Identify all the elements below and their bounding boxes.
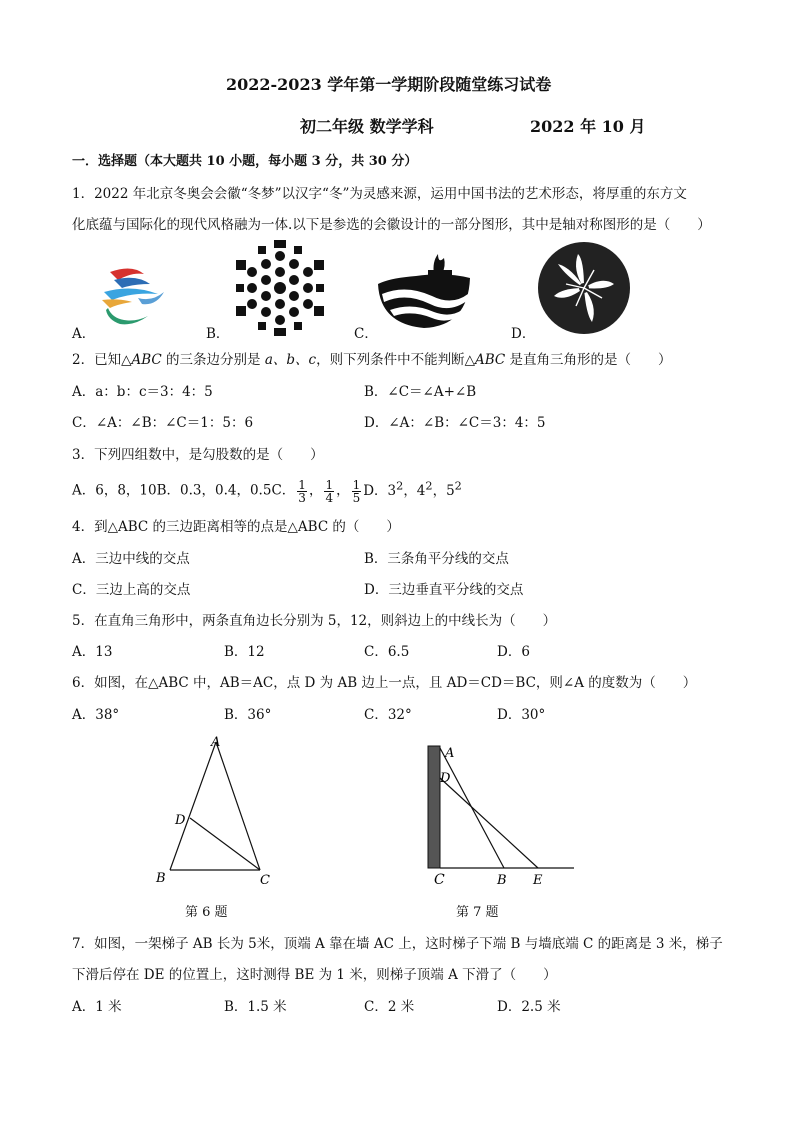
exam-date: 2022 年 10 月	[530, 117, 646, 136]
snowflake-pattern	[232, 240, 328, 336]
fraction-one-fifth: $\frac{1}{5}$	[352, 477, 361, 505]
q7-line1: 7．如图，一架梯子 AB 长为 5米，顶端 A 靠在墙 AC 上，这时梯子下端 B 与墙底端 C 的距离是 3 米，梯子	[72, 936, 723, 952]
figure-6-caption: 第 6 题	[185, 905, 228, 920]
label-c: C	[260, 873, 270, 888]
q2-option-c[interactable]: C．∠A：∠B：∠C＝1：5：6	[72, 415, 254, 431]
q2-option-d[interactable]: D．∠A：∠B：∠C＝3：4：5	[364, 415, 546, 431]
q3-option-a[interactable]: A．6，8，10	[72, 482, 157, 499]
grade-subject: 初二年级 数学学科	[300, 117, 434, 136]
label-b: B	[497, 873, 507, 888]
q1-option-a[interactable]: A．	[72, 326, 96, 342]
q7-option-b[interactable]: B．1.5 米	[224, 999, 287, 1015]
label-a: A	[445, 746, 455, 761]
q4-option-d[interactable]: D．三边垂直平分线的交点	[364, 582, 524, 598]
q4-option-c[interactable]: C．三边上高的交点	[72, 582, 191, 598]
q5-option-d[interactable]: D．6	[497, 644, 530, 660]
q4-option-b[interactable]: B．三条角平分线的交点	[364, 551, 509, 567]
q2-stem: 2．已知△ABC 的三条边分别是 a、b、c，则下列条件中不能判断△ABC 是直角三角形的是（ ）	[72, 352, 672, 368]
q5-option-a[interactable]: A．13	[72, 644, 113, 660]
q5-stem: 5．在直角三角形中，两条直角边长分别为 5，12，则斜边上的中线长为（ ）	[72, 613, 557, 629]
label-c: C	[434, 872, 445, 888]
figure-7-ladder	[420, 740, 580, 888]
exam-title: 2022-2023 学年第一学期阶段随堂练习试卷	[226, 75, 552, 94]
q7-option-c[interactable]: C．2 米	[364, 999, 415, 1015]
figure-6-triangle	[150, 730, 290, 890]
q4-stem: 4．到△ABC 的三边距离相等的点是△ABC 的（ ）	[72, 519, 400, 535]
q1-option-b[interactable]: B．	[206, 326, 230, 342]
q6-option-d[interactable]: D．30°	[497, 707, 546, 723]
great-wall-emblem	[376, 244, 472, 334]
q3-option-d[interactable]: D．$3^2$，$4^2$，$5^2$	[363, 479, 462, 499]
label-a: A	[211, 735, 221, 750]
q6-option-b[interactable]: B．36°	[224, 707, 272, 723]
label-b: B	[156, 871, 166, 886]
side-ab	[170, 742, 216, 870]
winter-olympics-emblem	[92, 262, 172, 332]
q2-option-a[interactable]: A．a：b：c＝3：4：5	[72, 384, 213, 400]
q1-option-c[interactable]: C．	[354, 326, 378, 342]
q3-option-b[interactable]: B．0.3，0.4，0.5	[156, 482, 272, 499]
section-heading: 一．选择题（本大题共 10 小题，每小题 3 分，共 30 分）	[72, 154, 418, 169]
q5-option-b[interactable]: B．12	[224, 644, 265, 660]
fraction-one-quarter: $\frac{1}{4}$	[325, 477, 334, 505]
q6-option-a[interactable]: A．38°	[72, 707, 120, 723]
ladder-de	[440, 778, 538, 868]
q3-option-c[interactable]: C．	[271, 482, 296, 499]
q6-stem: 6．如图，在△ABC 中，AB＝AC，点 D 为 AB 边上一点，且 AD＝CD＝BC，则∠A 的度数为（ ）	[72, 675, 697, 691]
wall	[428, 746, 440, 868]
side-ac	[216, 742, 260, 870]
q7-line2: 下滑后停在 DE 的位置上，这时测得 BE 为 1 米，则梯子顶端 A 下滑了（ ）	[72, 967, 557, 983]
label-d: D	[175, 813, 186, 828]
q7-option-a[interactable]: A．1 米	[72, 999, 122, 1015]
label-d: D	[440, 771, 451, 786]
label-e: E	[533, 873, 543, 888]
q4-option-a[interactable]: A．三边中线的交点	[72, 551, 190, 567]
plum-blossom-emblem	[536, 240, 632, 336]
q3-stem: 3．下列四组数中，是勾股数的是（ ）	[72, 447, 324, 463]
q1-option-d[interactable]: D．	[511, 326, 536, 342]
q7-option-d[interactable]: D．2.5 米	[497, 999, 561, 1015]
q5-option-c[interactable]: C．6.5	[364, 644, 410, 660]
segment-cd	[190, 818, 260, 870]
q1-line1: 1．2022 年北京冬奥会会徽“冬梦”以汉字“冬”为灵感来源，运用中国书法的艺术形态，将厚重的东方文	[72, 186, 687, 202]
q6-option-c[interactable]: C．32°	[364, 707, 412, 723]
fraction-one-third: $\frac{1}{3}$	[298, 477, 306, 505]
figure-7-caption: 第 7 题	[456, 905, 499, 920]
q3-options[interactable]: A．6，8，10B．0.3，0.4，0.5C． $\frac{1}{3}$ ， $\frac{1}{4}$ ， $\frac{1}{5}$ D．$3^2$，$4^2$，$5^2$	[72, 477, 462, 505]
q2-option-b[interactable]: B．∠C＝∠A+∠B	[364, 384, 477, 400]
q1-line2: 化底蕴与国际化的现代风格融为一体.以下是参选的会徽设计的一部分图形，其中是轴对称图形的是（ ）	[72, 217, 711, 233]
